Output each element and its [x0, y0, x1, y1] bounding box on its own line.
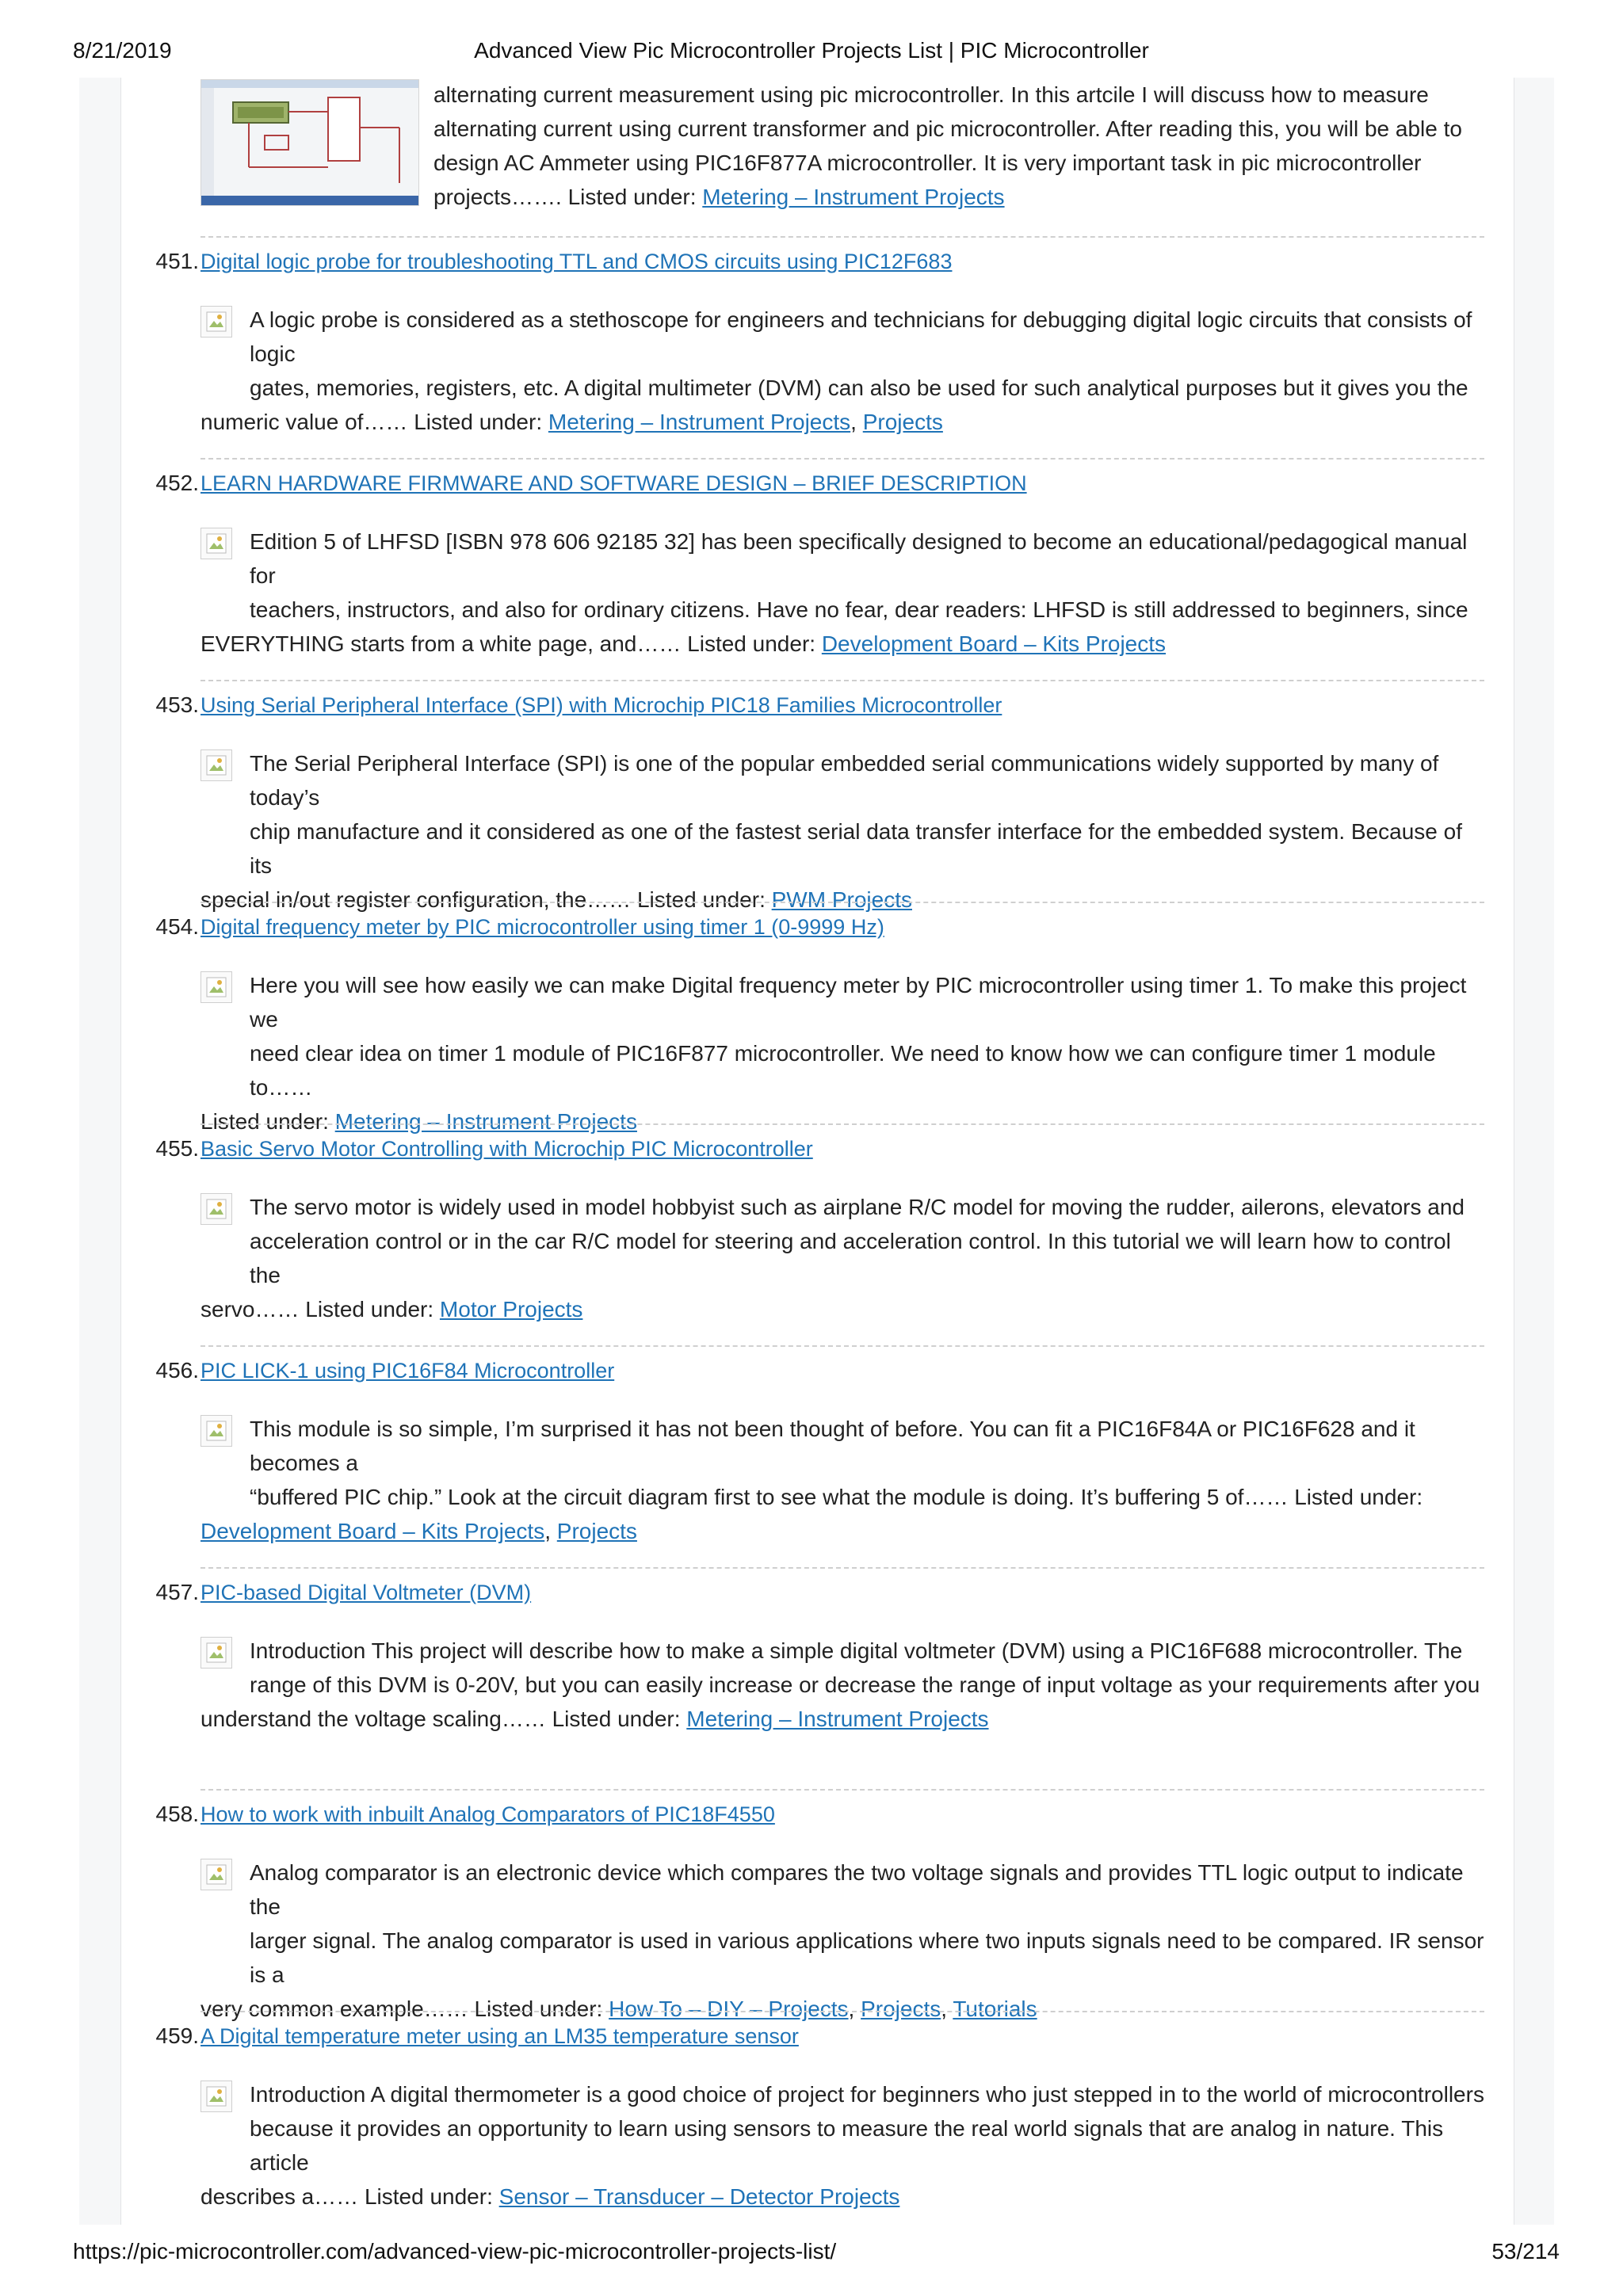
listed-under-text: projects……. Listed under:: [433, 185, 703, 209]
description-line: [200, 593, 1484, 627]
category-link[interactable]: Projects: [556, 1519, 637, 1543]
description-text: EVERYTHING starts from a white page, and……: [200, 631, 688, 656]
list-item: [121, 1123, 1513, 1345]
project-list: [121, 78, 1513, 2225]
category-link[interactable]: Development Board – Kits Projects: [200, 1519, 545, 1543]
project-title-link[interactable]: LEARN HARDWARE FIRMWARE AND SOFTWARE DESIGN – BRIEF DESCRIPTION: [200, 471, 1027, 495]
item-number: 454.: [155, 914, 199, 939]
description-line: [200, 1924, 1484, 1992]
listed-under-label: Listed under:: [364, 2184, 499, 2209]
project-title-link[interactable]: Digital logic probe for troubleshooting TTL and CMOS circuits using PIC12F683: [200, 250, 953, 273]
description-line: alternating current measurement using pic microcontroller. In this artcile I will discuss how to measure: [433, 82, 1429, 107]
list-item: [121, 1789, 1513, 2021]
project-description: [200, 1855, 1484, 2026]
description-line: Introduction This project will describe how to make a simple digital voltmeter (DVM) using a PIC16F688 microcontroller. The: [250, 1638, 1463, 1663]
project-thumbnail[interactable]: [200, 79, 419, 206]
description-line: alternating current using current transformer and pic microcontroller. After reading this, you will be able to: [433, 116, 1462, 141]
category-link[interactable]: Metering – Instrument Projects: [548, 410, 851, 434]
page-number: 53/214: [1491, 2239, 1560, 2264]
item-number: 458.: [155, 1802, 199, 1826]
description-line: [200, 627, 1484, 661]
project-description: [200, 746, 1484, 917]
list-item: [121, 236, 1513, 458]
description-text: acceleration control or in the car R/C model for steering and acceleration control. In this tutorial we will learn how to control the: [250, 1229, 1451, 1287]
listed-under-label: Listed under:: [200, 1109, 335, 1134]
category-link[interactable]: How To – DIY – Projects: [609, 1997, 849, 2021]
description-text: chip manufacture and it considered as one of the fastest serial data transfer interface for the embedded system. Because of its: [250, 819, 1462, 878]
category-link[interactable]: Projects: [862, 410, 943, 434]
description-text: describes a……: [200, 2184, 365, 2209]
item-number: 453.: [155, 692, 199, 717]
project-title-link[interactable]: PIC-based Digital Voltmeter (DVM): [200, 1581, 532, 1604]
category-link[interactable]: Metering – Instrument Projects: [686, 1707, 989, 1731]
description-text: need clear idea on timer 1 module of PIC16F877 microcontroller. We need to know how we can configure timer 1 module to……: [250, 1041, 1436, 1100]
category-link[interactable]: Motor Projects: [439, 1297, 583, 1322]
description-line: [200, 371, 1484, 405]
category-separator: ,: [850, 410, 863, 434]
listed-under-label: Listed under:: [687, 631, 822, 656]
continued-entry-description: [433, 78, 1513, 214]
project-description: [200, 303, 1484, 439]
item-number: 457.: [155, 1580, 199, 1604]
item-number: 455.: [155, 1136, 199, 1161]
project-title-link[interactable]: Basic Servo Motor Controlling with Microchip PIC Microcontroller: [200, 1137, 813, 1161]
item-number: 451.: [155, 249, 199, 273]
description-text: numeric value of……: [200, 410, 414, 434]
dashed-divider: [200, 2011, 1484, 2012]
description-text: gates, memories, registers, etc. A digital multimeter (DVM) can also be used for such analytical purposes but it gives you the: [250, 376, 1468, 400]
project-description: [200, 524, 1484, 661]
description-line: Here you will see how easily we can make Digital frequency meter by PIC microcontroller using timer 1. To make this project we: [250, 973, 1467, 1032]
listed-under-label: Listed under:: [552, 1707, 687, 1731]
category-link[interactable]: Metering – Instrument Projects: [702, 185, 1005, 209]
category-separator: ,: [848, 1997, 861, 2021]
print-date: 8/21/2019: [73, 38, 172, 63]
item-number: 456.: [155, 1358, 199, 1383]
print-url: https://pic-microcontroller.com/advanced-view-pic-microcontroller-projects-list/: [73, 2239, 837, 2264]
left-sidebar-strip: [79, 78, 121, 2225]
description-line: [200, 1224, 1484, 1292]
category-separator: ,: [941, 1997, 953, 2021]
description-line: design AC Ammeter using PIC16F877A microcontroller. It is very important task in pic microcontroller: [433, 151, 1422, 175]
category-link[interactable]: Sensor – Transducer – Detector Projects: [498, 2184, 900, 2209]
listed-under-label: Listed under:: [414, 410, 548, 434]
description-line: [200, 405, 1484, 439]
project-description: [200, 1634, 1484, 1736]
description-line: This module is so simple, I’m surprised it has not been thought of before. You can fit a PIC16F84A or PIC16F628 and it becomes a: [250, 1417, 1415, 1475]
circuit-screenshot-icon: [201, 80, 418, 205]
list-item: [121, 902, 1513, 1134]
project-description: [200, 968, 1484, 1138]
project-title-link[interactable]: Digital frequency meter by PIC microcontroller using timer 1 (0-9999 Hz): [200, 915, 884, 939]
description-line: A logic probe is considered as a stethoscope for engineers and technicians for debugging digital logic circuits that consists of logic: [250, 307, 1472, 366]
dashed-divider: [200, 458, 1484, 460]
description-text: teachers, instructors, and also for ordinary citizens. Have no fear, dear readers: LHFSD is still addressed to beginners, since: [250, 597, 1468, 622]
category-link[interactable]: Development Board – Kits Projects: [821, 631, 1167, 656]
project-title-link[interactable]: PIC LICK-1 using PIC16F84 Microcontroller: [200, 1359, 615, 1383]
description-line: [200, 1668, 1484, 1702]
dashed-divider: [200, 1345, 1484, 1347]
project-title-link[interactable]: A Digital temperature meter using an LM35 temperature sensor: [200, 2024, 799, 2048]
dashed-divider: [200, 1567, 1484, 1569]
description-line: The servo motor is widely used in model hobbyist such as airplane R/C model for moving the rudder, ailerons, elevators and: [250, 1195, 1465, 1219]
category-link[interactable]: Tutorials: [953, 1997, 1037, 2021]
print-title: Advanced View Pic Microcontroller Projects List | PIC Microcontroller: [474, 38, 1149, 63]
project-description: [200, 2077, 1484, 2214]
category-link[interactable]: PWM Projects: [771, 887, 912, 912]
description-line: [200, 1292, 1484, 1326]
category-link[interactable]: Metering – Instrument Projects: [334, 1109, 637, 1134]
description-line: The Serial Peripheral Interface (SPI) is one of the popular embedded serial communications widely supported by many of today’s: [250, 751, 1439, 810]
description-line: Edition 5 of LHFSD [ISBN 978 606 92185 32] has been specifically designed to become an educational/pedagogical manual for: [250, 529, 1468, 588]
print-header: [0, 38, 1623, 70]
description-line: [200, 1514, 1484, 1548]
item-number: 452.: [155, 471, 199, 495]
dashed-divider: [200, 1123, 1484, 1125]
description-line: Analog comparator is an electronic device which compares the two voltage signals and provides TTL logic output to indicate the: [250, 1860, 1464, 1919]
project-title-link[interactable]: How to work with inbuilt Analog Comparators of PIC18F4550: [200, 1802, 775, 1826]
description-line: Introduction A digital thermometer is a good choice of project for beginners who just stepped in to the world of microcontrollers: [250, 2082, 1484, 2107]
project-description: [200, 1412, 1484, 1548]
description-text: “buffered PIC chip.” Look at the circuit diagram first to see what the module is doing. It’s buffering 5 of…… Listed under:: [250, 1485, 1423, 1509]
description-text: servo……: [200, 1297, 306, 1322]
description-text: understand the voltage scaling……: [200, 1707, 552, 1731]
description-text: larger signal. The analog comparator is used in various applications where two inputs signals need to be compared. IR sensor is a: [250, 1928, 1484, 1987]
item-number: 459.: [155, 2023, 199, 2048]
listed-under-label: Listed under:: [305, 1297, 440, 1322]
dashed-divider: [200, 680, 1484, 681]
print-footer: [0, 2239, 1623, 2271]
description-text: very common example……: [200, 1997, 475, 2021]
dashed-divider: [200, 902, 1484, 903]
description-text: special in/out register configuration, the……: [200, 887, 637, 912]
description-line: [200, 1480, 1484, 1514]
description-line: [200, 1702, 1484, 1736]
description-line: [200, 814, 1484, 883]
list-item: [121, 1567, 1513, 1789]
list-item: [121, 458, 1513, 680]
list-item: [121, 2011, 1513, 2225]
list-item: [121, 680, 1513, 912]
description-text: because it provides an opportunity to learn using sensors to measure the real world signals that are analog in nature. This article: [250, 2116, 1444, 2175]
category-link[interactable]: Projects: [861, 1997, 941, 2021]
list-item: [121, 1345, 1513, 1567]
dashed-divider: [200, 1789, 1484, 1791]
right-sidebar-strip: [1514, 78, 1554, 2225]
description-line: [200, 2111, 1484, 2180]
description-text: range of this DVM is 0-20V, but you can easily increase or decrease the range of input voltage as your requirements after you: [250, 1672, 1480, 1697]
description-line: [200, 2180, 1484, 2214]
description-line: [433, 180, 1513, 214]
project-description: [200, 1190, 1484, 1326]
category-separator: ,: [544, 1519, 557, 1543]
project-title-link[interactable]: Using Serial Peripheral Interface (SPI) with Microchip PIC18 Families Microcontroller: [200, 693, 1002, 717]
dashed-divider: [200, 236, 1484, 238]
listed-under-label: Listed under:: [636, 887, 772, 912]
listed-under-label: Listed under:: [474, 1997, 609, 2021]
description-line: [200, 1036, 1484, 1104]
